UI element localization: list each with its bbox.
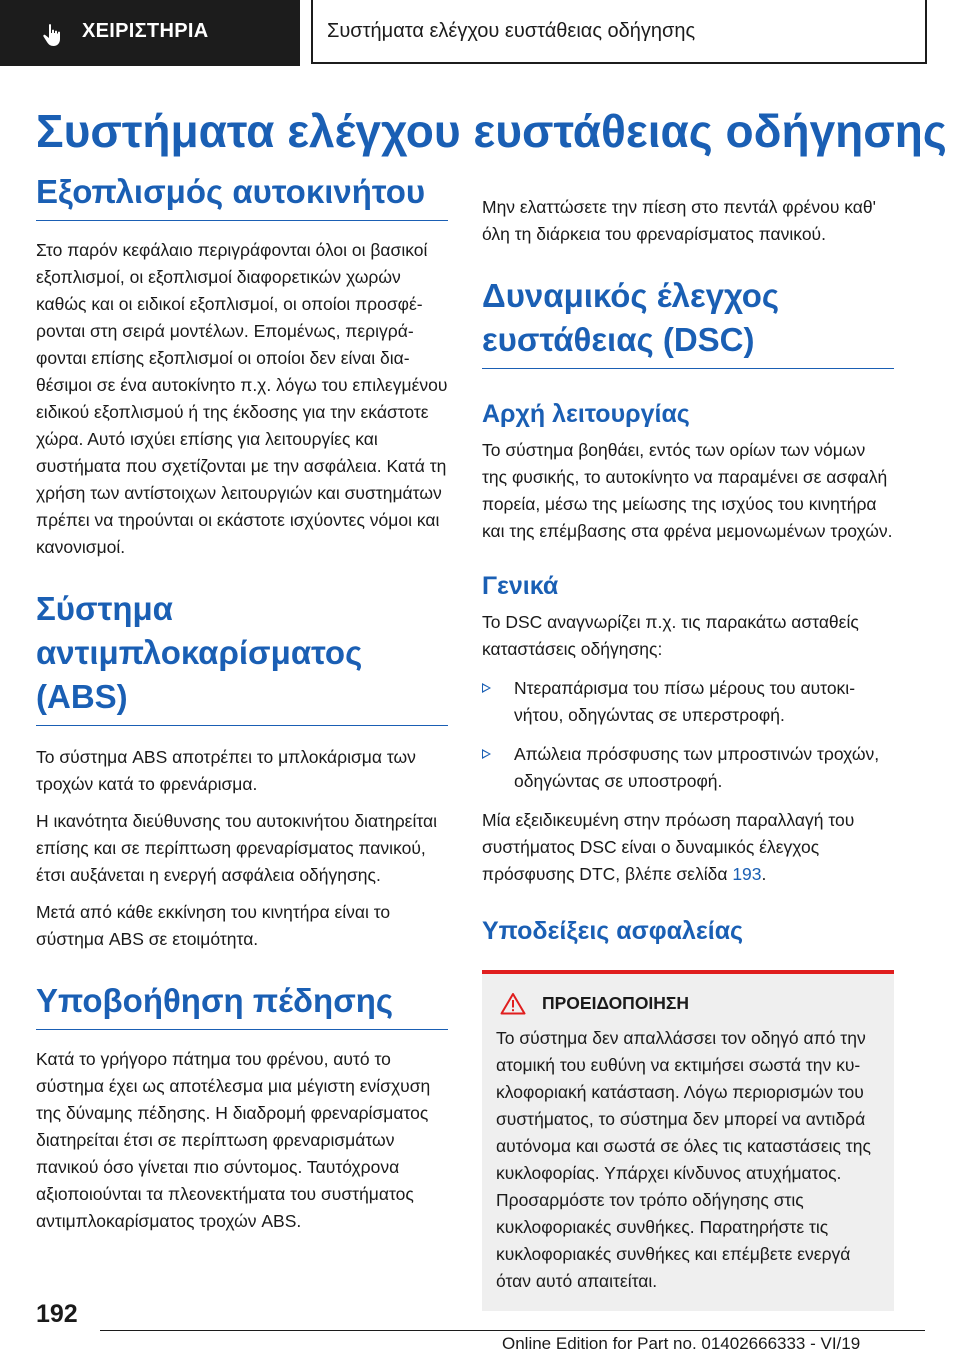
heading-general: Γενικά bbox=[482, 572, 559, 600]
heading-brake-assist: Υποβοήθηση πέδησης bbox=[36, 979, 448, 1030]
footer-divider bbox=[100, 1330, 925, 1331]
bullet-text: Ντεραπάρισμα του πίσω μέρους του αυτοκινήτου, οδηγώντας σε υπερστροφή. bbox=[514, 678, 856, 725]
warning-text: Το σύστημα δεν απαλλάσσει τον οδηγό από την ατομική του ευθύνη να εκτιμήσει σωστά την κυκλοφοριακή κατάσταση. Λόγω περιορισμών του συστήματος, το σύστημα δεν μπορεί να αντιδρά αυτόνομα και σωστά σε όλες τις καταστάσεις της κυκλοφορίας. Υπάρχει κίνδυνος ατυχήματος. Προσαρμόστε τον τρόπο οδήγησης στις κυκλοφοριακές συνθήκες. Παρατηρήστε τις κυκλοφοριακές συνθήκες και επέμβετε ενεργά όταν αυτό απαιτείται. bbox=[496, 1028, 871, 1291]
hand-pointer-icon bbox=[40, 22, 66, 48]
dtc-text-body: Μία εξειδικευμένη στην πρόωση παραλλαγή του συστήματος DSC είναι ο δυναμικός έλεγχος πρόσφυσης DTC, βλέπε σελίδα bbox=[482, 810, 855, 884]
heading-safety: Υποδείξεις ασφαλείας bbox=[482, 917, 744, 945]
brake-assist-text: Κατά το γρήγορο πάτημα του φρένου, αυτό το σύστημα έχει ως αποτέλεσμα μια μέγιστη ενίσχυση της δύναμης πέδησης. Η διαδρομή φρεναρίσματος διατηρείται έτσι σε περίπτωση φρεναρισμάτων πανικού όσο γίνεται πιο σύντομος. Ταυτόχρονα αξιοποιούνται τα πλεονεκτήματα του συστήματος αντιμπλοκαρίσματος τροχών ABS. bbox=[36, 1049, 431, 1231]
abs-text-1: Το σύστημα ABS αποτρέπει το μπλοκάρισμα των τροχών κατά το φρενάρισμα. bbox=[36, 747, 416, 794]
chapter-label: Συστήματα ελέγχου ευστάθειας οδήγησης bbox=[327, 20, 696, 42]
warning-triangle-icon bbox=[500, 992, 526, 1015]
warning-header bbox=[496, 992, 880, 1015]
right-column bbox=[482, 170, 894, 1311]
equipment-text: Στο παρόν κεφάλαιο περιγράφονται όλοι οι βασικοί εξοπλισμοί, οι εξοπλισμοί διαφορετικών χωρών καθώς και οι ειδικοί εξοπλισμοί, οι οποίοι προσφέρονται στη σειρά μοντέλων. Επομένως, περιγράφονται επίσης εξοπλισμοί οι οποίοι δεν είναι διαθέσιμοι σε ένα αυτοκίνητο π.χ. λόγω του επιλεγμένου ειδικού εξοπλισμού ή της έκδοσης για την εκάστοτε χώρα. Αυτό ισχύει επίσης για λειτουργίες και συστήματα που σχετίζονται με την ασφάλεια. Κατά τη χρήση των αντίστοιχων λειτουργιών και συστημάτων πρέπει να τηρούνται οι εκάστοτε ισχύοντες νόμοι και κανονισμοί. bbox=[36, 240, 448, 557]
page-title: Συστήματα ελέγχου ευστάθειας οδήγησης bbox=[36, 105, 947, 157]
heading-dsc: Δυναμικός έλεγχος ευστάθειας (DSC) bbox=[482, 274, 894, 369]
dtc-text bbox=[482, 807, 894, 888]
section-label: ΧΕΙΡΙΣΤΗΡΙΑ bbox=[82, 20, 209, 42]
page-link-193[interactable]: 193 bbox=[732, 864, 762, 884]
warning-title: ΠΡΟΕΙΔΟΠΟΙΗΣΗ bbox=[542, 993, 690, 1013]
panic-brake-text: Μην ελαττώσετε την πίεση στο πεντάλ φρένου καθ' όλη τη διάρκεια του φρεναρίσματος πανικού. bbox=[482, 197, 876, 244]
bullet-text: Απώλεια πρόσφυσης των μπροστινών τροχών, οδηγώντας σε υποστροφή. bbox=[514, 744, 880, 791]
list-item bbox=[482, 741, 894, 795]
footer-edition: Online Edition for Part no. 01402666333 - VI/19 bbox=[502, 1334, 861, 1353]
heading-abs: Σύστημα αντιμπλοκαρίσματος (ABS) bbox=[36, 587, 448, 726]
bullet-list bbox=[482, 675, 894, 795]
heading-equipment: Εξοπλισμός αυτοκινήτου bbox=[36, 170, 448, 221]
principle-text: Το σύστημα βοηθάει, εντός των ορίων των νόμων της φυσικής, το αυτοκίνητο να παραμένει σε ασφαλή πορεία, μέσω της μείωσης της ισχύος του κινητήρα και της επέμβασης στα φρένα μεμονωμένων τροχών. bbox=[482, 440, 893, 541]
general-intro: Το DSC αναγνωρίζει π.χ. τις παρακάτω ασταθείς καταστάσεις οδήγησης: bbox=[482, 612, 859, 659]
bullet-triangle-icon bbox=[482, 749, 491, 759]
heading-principle: Αρχή λειτουργίας bbox=[482, 400, 690, 428]
page-number: 192 bbox=[36, 1300, 78, 1328]
section-tab[interactable] bbox=[0, 0, 300, 66]
chapter-tab[interactable] bbox=[311, 0, 927, 64]
abs-text-3: Μετά από κάθε εκκίνηση του κινητήρα είναι το σύστημα ABS σε ετοιμότητα. bbox=[36, 902, 391, 949]
warning-box bbox=[482, 970, 894, 1311]
left-column bbox=[36, 170, 448, 1235]
dtc-text-end: . bbox=[761, 864, 767, 884]
bullet-triangle-icon bbox=[482, 683, 491, 693]
abs-text-2: Η ικανότητα διεύθυνσης του αυτοκινήτου διατηρείται επίσης και σε περίπτωση φρεναρίσματος πανικού, έτσι αυξάνεται η ενεργή ασφάλεια οδήγησης. bbox=[36, 811, 438, 885]
page-header bbox=[0, 0, 960, 66]
list-item bbox=[482, 675, 894, 729]
